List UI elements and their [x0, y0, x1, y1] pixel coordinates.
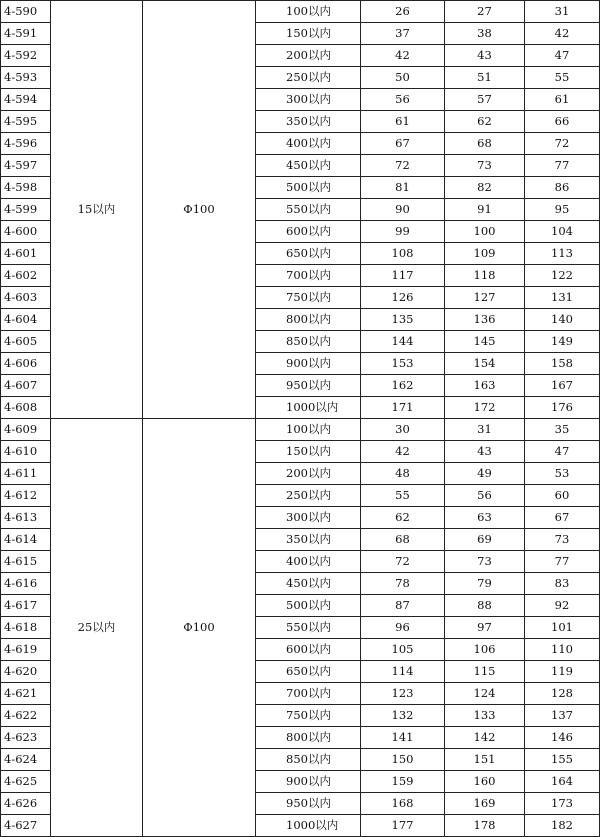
value-cell-1: 171: [361, 397, 445, 419]
value-cell-3: 104: [525, 221, 600, 243]
value-cell-3: 77: [525, 155, 600, 177]
spec-range-cell: 200以内: [256, 45, 361, 67]
value-cell-2: 63: [445, 507, 525, 529]
value-cell-2: 118: [445, 265, 525, 287]
value-cell-3: 167: [525, 375, 600, 397]
spec-range-cell: 250以内: [256, 67, 361, 89]
value-cell-1: 67: [361, 133, 445, 155]
value-cell-3: 53: [525, 463, 600, 485]
value-cell-1: 30: [361, 419, 445, 441]
value-cell-3: 83: [525, 573, 600, 595]
value-cell-2: 91: [445, 199, 525, 221]
item-code-cell: 4-626: [1, 793, 51, 815]
value-cell-1: 144: [361, 331, 445, 353]
value-cell-2: 68: [445, 133, 525, 155]
item-code-cell: 4-598: [1, 177, 51, 199]
value-cell-3: 137: [525, 705, 600, 727]
value-cell-2: 31: [445, 419, 525, 441]
value-cell-1: 141: [361, 727, 445, 749]
item-code-cell: 4-602: [1, 265, 51, 287]
value-cell-2: 49: [445, 463, 525, 485]
spec-range-cell: 1000以内: [256, 397, 361, 419]
value-cell-2: 163: [445, 375, 525, 397]
value-cell-3: 101: [525, 617, 600, 639]
value-cell-1: 135: [361, 309, 445, 331]
item-code-cell: 4-616: [1, 573, 51, 595]
spec-range-cell: 600以内: [256, 639, 361, 661]
value-cell-1: 81: [361, 177, 445, 199]
item-code-cell: 4-619: [1, 639, 51, 661]
spec-range-cell: 400以内: [256, 551, 361, 573]
value-cell-2: 136: [445, 309, 525, 331]
spec-range-cell: 950以内: [256, 375, 361, 397]
value-cell-3: 140: [525, 309, 600, 331]
item-code-cell: 4-610: [1, 441, 51, 463]
quota-table-body: [1, 1, 600, 837]
item-code-cell: 4-611: [1, 463, 51, 485]
spec-range-cell: 700以内: [256, 265, 361, 287]
value-cell-3: 92: [525, 595, 600, 617]
depth-range-cell: 25以内: [51, 419, 143, 837]
spec-range-cell: 900以内: [256, 353, 361, 375]
item-code-cell: 4-592: [1, 45, 51, 67]
spec-range-cell: 400以内: [256, 133, 361, 155]
value-cell-3: 128: [525, 683, 600, 705]
value-cell-1: 159: [361, 771, 445, 793]
value-cell-3: 60: [525, 485, 600, 507]
item-code-cell: 4-623: [1, 727, 51, 749]
spec-range-cell: 900以内: [256, 771, 361, 793]
value-cell-2: 127: [445, 287, 525, 309]
value-cell-2: 56: [445, 485, 525, 507]
value-cell-1: 168: [361, 793, 445, 815]
value-cell-2: 51: [445, 67, 525, 89]
item-code-cell: 4-612: [1, 485, 51, 507]
value-cell-3: 73: [525, 529, 600, 551]
item-code-cell: 4-604: [1, 309, 51, 331]
value-cell-3: 42: [525, 23, 600, 45]
value-cell-2: 88: [445, 595, 525, 617]
value-cell-1: 56: [361, 89, 445, 111]
value-cell-3: 77: [525, 551, 600, 573]
item-code-cell: 4-617: [1, 595, 51, 617]
value-cell-3: 158: [525, 353, 600, 375]
value-cell-3: 55: [525, 67, 600, 89]
spec-range-cell: 550以内: [256, 199, 361, 221]
value-cell-2: 160: [445, 771, 525, 793]
spec-range-cell: 800以内: [256, 727, 361, 749]
value-cell-1: 26: [361, 1, 445, 23]
value-cell-2: 151: [445, 749, 525, 771]
spec-range-cell: 450以内: [256, 573, 361, 595]
value-cell-2: 145: [445, 331, 525, 353]
value-cell-3: 182: [525, 815, 600, 837]
spec-range-cell: 300以内: [256, 89, 361, 111]
value-cell-1: 114: [361, 661, 445, 683]
spec-range-cell: 950以内: [256, 793, 361, 815]
value-cell-3: 47: [525, 45, 600, 67]
item-code-cell: 4-625: [1, 771, 51, 793]
item-code-cell: 4-590: [1, 1, 51, 23]
value-cell-1: 61: [361, 111, 445, 133]
item-code-cell: 4-618: [1, 617, 51, 639]
value-cell-1: 123: [361, 683, 445, 705]
item-code-cell: 4-591: [1, 23, 51, 45]
item-code-cell: 4-594: [1, 89, 51, 111]
spec-range-cell: 500以内: [256, 177, 361, 199]
item-code-cell: 4-605: [1, 331, 51, 353]
value-cell-2: 133: [445, 705, 525, 727]
value-cell-3: 155: [525, 749, 600, 771]
value-cell-1: 117: [361, 265, 445, 287]
value-cell-1: 42: [361, 45, 445, 67]
value-cell-1: 126: [361, 287, 445, 309]
spec-range-cell: 300以内: [256, 507, 361, 529]
value-cell-1: 42: [361, 441, 445, 463]
value-cell-1: 62: [361, 507, 445, 529]
value-cell-2: 57: [445, 89, 525, 111]
value-cell-2: 124: [445, 683, 525, 705]
spec-range-cell: 1000以内: [256, 815, 361, 837]
value-cell-2: 115: [445, 661, 525, 683]
value-cell-2: 27: [445, 1, 525, 23]
value-cell-1: 132: [361, 705, 445, 727]
value-cell-3: 35: [525, 419, 600, 441]
item-code-cell: 4-595: [1, 111, 51, 133]
item-code-cell: 4-609: [1, 419, 51, 441]
value-cell-1: 108: [361, 243, 445, 265]
value-cell-2: 100: [445, 221, 525, 243]
value-cell-3: 66: [525, 111, 600, 133]
value-cell-3: 72: [525, 133, 600, 155]
spec-range-cell: 100以内: [256, 419, 361, 441]
value-cell-2: 178: [445, 815, 525, 837]
value-cell-2: 172: [445, 397, 525, 419]
spec-range-cell: 850以内: [256, 331, 361, 353]
value-cell-2: 79: [445, 573, 525, 595]
spec-range-cell: 750以内: [256, 287, 361, 309]
spec-range-cell: 750以内: [256, 705, 361, 727]
value-cell-3: 31: [525, 1, 600, 23]
value-cell-2: 73: [445, 155, 525, 177]
value-cell-3: 67: [525, 507, 600, 529]
spec-range-cell: 250以内: [256, 485, 361, 507]
spec-range-cell: 550以内: [256, 617, 361, 639]
value-cell-2: 154: [445, 353, 525, 375]
value-cell-3: 131: [525, 287, 600, 309]
depth-range-cell: 15以内: [51, 1, 143, 419]
item-code-cell: 4-600: [1, 221, 51, 243]
value-cell-1: 150: [361, 749, 445, 771]
value-cell-3: 149: [525, 331, 600, 353]
value-cell-1: 99: [361, 221, 445, 243]
value-cell-1: 72: [361, 155, 445, 177]
item-code-cell: 4-608: [1, 397, 51, 419]
item-code-cell: 4-596: [1, 133, 51, 155]
spec-range-cell: 100以内: [256, 1, 361, 23]
value-cell-3: 173: [525, 793, 600, 815]
item-code-cell: 4-606: [1, 353, 51, 375]
diameter-cell: Φ100: [143, 419, 256, 837]
value-cell-2: 82: [445, 177, 525, 199]
value-cell-2: 109: [445, 243, 525, 265]
item-code-cell: 4-597: [1, 155, 51, 177]
value-cell-3: 146: [525, 727, 600, 749]
item-code-cell: 4-614: [1, 529, 51, 551]
value-cell-3: 110: [525, 639, 600, 661]
item-code-cell: 4-615: [1, 551, 51, 573]
value-cell-1: 90: [361, 199, 445, 221]
spec-range-cell: 700以内: [256, 683, 361, 705]
item-code-cell: 4-593: [1, 67, 51, 89]
spec-range-cell: 500以内: [256, 595, 361, 617]
value-cell-3: 113: [525, 243, 600, 265]
spec-range-cell: 600以内: [256, 221, 361, 243]
value-cell-2: 43: [445, 441, 525, 463]
item-code-cell: 4-601: [1, 243, 51, 265]
value-cell-1: 72: [361, 551, 445, 573]
value-cell-2: 169: [445, 793, 525, 815]
item-code-cell: 4-599: [1, 199, 51, 221]
spec-range-cell: 650以内: [256, 661, 361, 683]
value-cell-2: 38: [445, 23, 525, 45]
spec-range-cell: 800以内: [256, 309, 361, 331]
value-cell-3: 119: [525, 661, 600, 683]
value-cell-3: 176: [525, 397, 600, 419]
table-row: [1, 1, 600, 23]
spec-range-cell: 150以内: [256, 23, 361, 45]
value-cell-1: 153: [361, 353, 445, 375]
value-cell-1: 96: [361, 617, 445, 639]
value-cell-3: 86: [525, 177, 600, 199]
value-cell-1: 37: [361, 23, 445, 45]
item-code-cell: 4-607: [1, 375, 51, 397]
value-cell-1: 162: [361, 375, 445, 397]
item-code-cell: 4-627: [1, 815, 51, 837]
item-code-cell: 4-622: [1, 705, 51, 727]
value-cell-2: 69: [445, 529, 525, 551]
value-cell-3: 95: [525, 199, 600, 221]
value-cell-3: 61: [525, 89, 600, 111]
value-cell-2: 97: [445, 617, 525, 639]
value-cell-1: 48: [361, 463, 445, 485]
value-cell-2: 142: [445, 727, 525, 749]
spec-range-cell: 850以内: [256, 749, 361, 771]
spec-range-cell: 350以内: [256, 111, 361, 133]
value-cell-3: 164: [525, 771, 600, 793]
value-cell-1: 50: [361, 67, 445, 89]
item-code-cell: 4-620: [1, 661, 51, 683]
spec-range-cell: 150以内: [256, 441, 361, 463]
value-cell-2: 62: [445, 111, 525, 133]
spec-range-cell: 450以内: [256, 155, 361, 177]
item-code-cell: 4-621: [1, 683, 51, 705]
value-cell-2: 43: [445, 45, 525, 67]
value-cell-3: 47: [525, 441, 600, 463]
value-cell-2: 73: [445, 551, 525, 573]
value-cell-1: 87: [361, 595, 445, 617]
value-cell-1: 68: [361, 529, 445, 551]
diameter-cell: Φ100: [143, 1, 256, 419]
value-cell-1: 177: [361, 815, 445, 837]
spec-range-cell: 350以内: [256, 529, 361, 551]
value-cell-2: 106: [445, 639, 525, 661]
spec-range-cell: 650以内: [256, 243, 361, 265]
item-code-cell: 4-613: [1, 507, 51, 529]
item-code-cell: 4-603: [1, 287, 51, 309]
value-cell-1: 55: [361, 485, 445, 507]
table-row: [1, 419, 600, 441]
value-cell-3: 122: [525, 265, 600, 287]
item-code-cell: 4-624: [1, 749, 51, 771]
value-cell-1: 105: [361, 639, 445, 661]
value-cell-1: 78: [361, 573, 445, 595]
spec-range-cell: 200以内: [256, 463, 361, 485]
